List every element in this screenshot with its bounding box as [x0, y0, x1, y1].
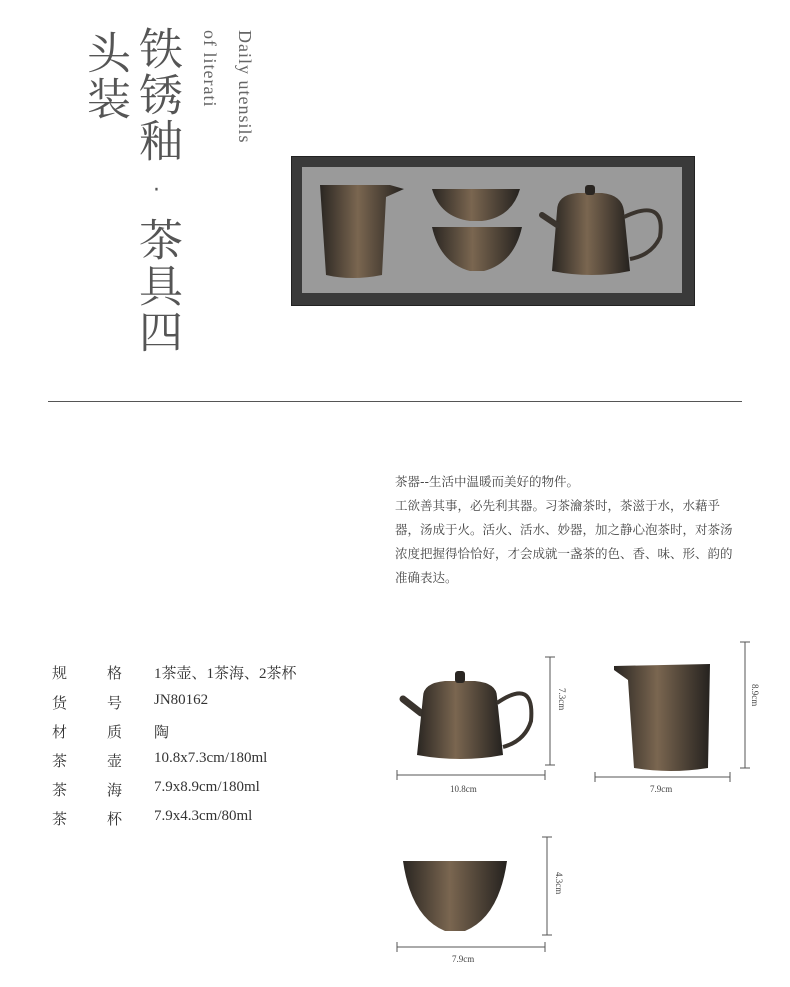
spec-value: 7.9x8.9cm/180ml	[154, 779, 260, 795]
section-divider	[48, 401, 742, 402]
spec-value: 陶	[154, 725, 170, 741]
english-tagline-line2: of literati	[200, 30, 220, 108]
spec-label-char: 货	[52, 694, 68, 712]
product-title-line2: 头装	[79, 30, 130, 122]
teapot-width-label: 10.8cm	[450, 784, 477, 794]
teapot-height-label: 7.3cm	[557, 688, 567, 711]
spec-value: JN80162	[154, 692, 209, 708]
description-line: 茶器--生活中温暖而美好的物件。	[395, 474, 580, 489]
spec-label-char: 茶	[52, 781, 68, 799]
spec-label-char: 海	[107, 781, 123, 799]
description-paragraph: 工欲善其事，必先利其器。习茶瀹茶时，茶滋于水，水藉乎器，汤成于火。活火、活水、妙器，加之静心泡茶时，对茶汤浓度把握得恰恰好，才会成就一盏茶的色、香、味、形、韵的准确表达。	[395, 498, 733, 585]
cup-height-label: 4.3cm	[554, 872, 564, 895]
pitcher-dimension-diagram	[590, 640, 755, 785]
spec-label-char: 号	[107, 694, 123, 712]
spec-label-char: 茶	[52, 752, 68, 770]
english-tagline-line1: Daily utensils	[235, 30, 255, 144]
tea-set-image	[302, 167, 682, 293]
pitcher-width-label: 7.9cm	[650, 784, 673, 794]
cup-width-label: 7.9cm	[452, 954, 475, 964]
cup-dimension-diagram	[395, 835, 560, 955]
spec-label-char: 壶	[107, 752, 123, 770]
product-title: 铁锈釉·茶具四	[131, 26, 182, 355]
spec-label-char: 杯	[107, 810, 123, 828]
spec-value: 1茶壶、1茶海、2茶杯	[154, 666, 297, 682]
spec-label-char: 规	[52, 664, 68, 682]
spec-label-char: 质	[107, 723, 123, 741]
spec-value: 7.9x4.3cm/80ml	[154, 808, 253, 824]
spec-label-char: 格	[107, 664, 123, 682]
spec-label-char: 材	[52, 723, 68, 741]
spec-value: 10.8x7.3cm/180ml	[154, 750, 268, 766]
teapot-dimension-diagram	[395, 655, 560, 785]
pitcher-height-label: 8.9cm	[750, 684, 760, 707]
spec-label-char: 茶	[52, 810, 68, 828]
product-description	[395, 470, 740, 590]
